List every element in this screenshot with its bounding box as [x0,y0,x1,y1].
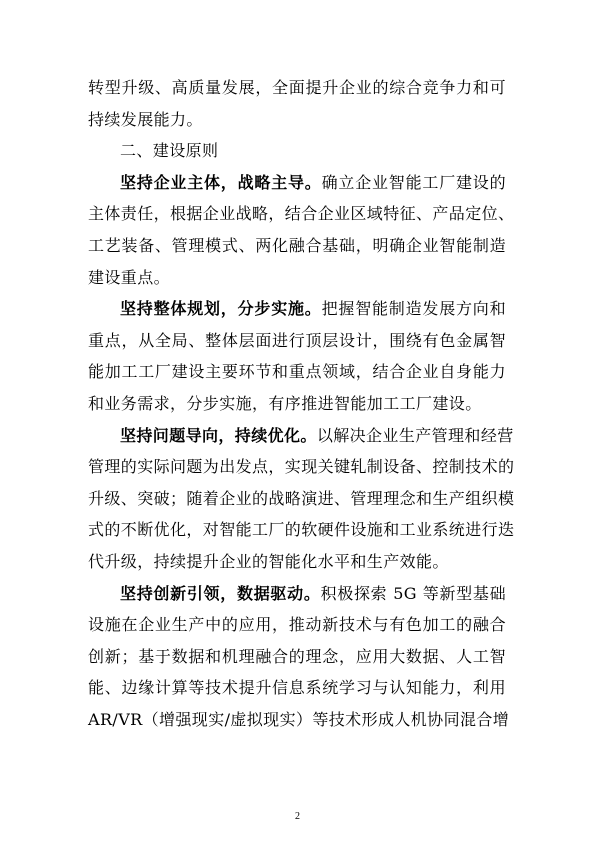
principle-line: 管理的实际问题为出发点，实现关键轧制设备、控制技术的 [88,457,515,477]
document-body [88,75,515,738]
principle-lead: 坚持创新引领，数据驱动。 [120,583,321,603]
page-number: 2 [295,811,300,822]
principle-line: 代升级，持续提升企业的智能化水平和生产效能。 [88,551,449,571]
principle-line: 和业务需求，分步实施，有序推进智能加工工厂建设。 [88,393,482,413]
principle-line: 能加工工厂建设主要环节和重点领域，结合企业自身能力 [88,362,506,382]
principle-lead: 坚持企业主体，战略主导。 [120,172,322,192]
principle-line: 创新；基于数据和机理融合的理念，应用大数据、人工智 [88,646,506,666]
principle-line: 升级、突破；随着企业的战略演进、管理理念和生产组织模 [88,488,515,508]
principle-first-line [88,296,506,328]
principle-line: 建设重点。 [88,267,171,287]
principle-line: 重点，从全局、整体层面进行顶层设计，围绕有色金属智 [88,330,506,350]
principle-text: 确立企业智能工厂建设的 [321,172,506,192]
principle-first-line [88,581,506,613]
principle-first-line [88,170,506,202]
principle-text: 积极探索 5G 等新型基础 [320,583,506,603]
principle-line: 设施在企业生产中的应用，推动新技术与有色加工的融合 [88,615,506,635]
principle-first-line [88,423,514,455]
principle-lead: 坚持问题导向，持续优化。 [120,425,317,445]
principle-line: 能、边缘计算等技术提升信息系统学习与认知能力，利用 [88,678,506,698]
section-heading: 二、建设原则 [120,141,219,161]
principle-line: 工艺装备、管理模式、两化融合基础，明确企业智能制造 [88,235,506,255]
principle-line: AR/VR（增强现实/虚拟现实）等技术形成人机协同混合增 [88,709,510,729]
principle-text: 把握智能制造发展方向和 [321,299,506,319]
principle-lead: 坚持整体规划，分步实施。 [120,299,322,319]
principle-line: 主体责任，根据企业战略，结合企业区域特征、产品定位、 [88,204,515,224]
intro-line: 持续发展能力。 [88,109,203,129]
intro-line: 转型升级、高质量发展，全面提升企业的综合竞争力和可 [88,78,506,97]
principle-line: 式的不断优化，对智能工厂的软硬件设施和工业系统进行迭 [88,520,515,540]
principle-text: 以解决企业生产管理和经营 [316,425,514,445]
